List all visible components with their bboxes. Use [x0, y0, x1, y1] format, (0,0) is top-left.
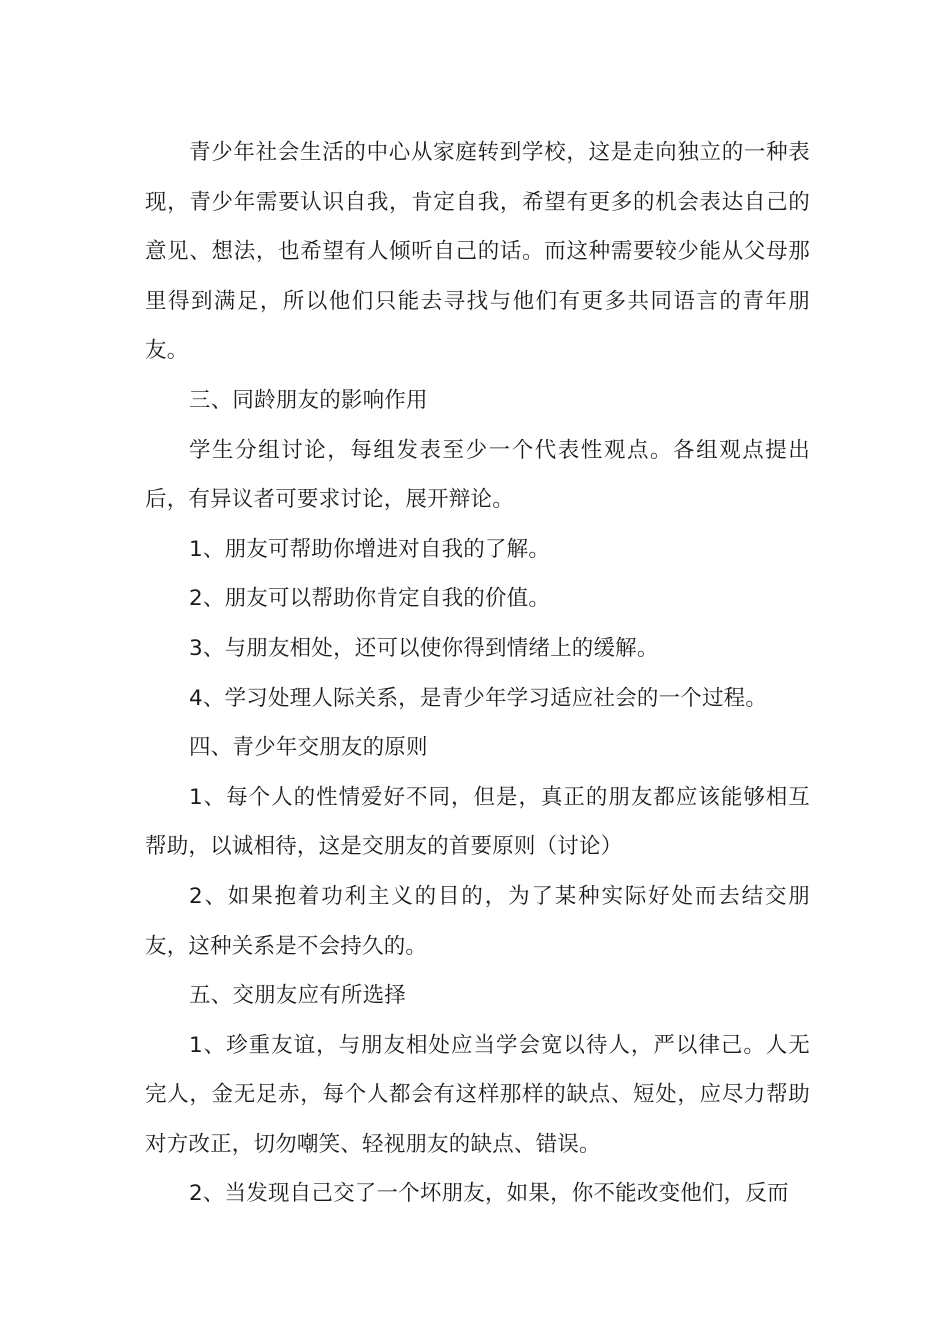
- list-item-4: 4、学习处理人际关系，是青少年学习适应社会的一个过程。: [189, 685, 768, 711]
- list-item-3: 3、与朋友相处，还可以使你得到情绪上的缓解。: [189, 635, 659, 661]
- paragraph-discussion: 学生分组讨论，每组发表至少一个代表性观点。各组观点提出后，有异议者可要求讨论，展开辩论。: [145, 437, 810, 513]
- section-heading-3: 三、同龄朋友的影响作用: [189, 387, 428, 413]
- list-item-2: 2、朋友可以帮助你肯定自我的价值。: [189, 586, 551, 612]
- list-item-1: 1、朋友可帮助你增进对自我的了解。: [189, 536, 551, 562]
- document-body: [145, 128, 810, 1219]
- section-heading-4: 四、青少年交朋友的原则: [189, 735, 428, 761]
- paragraph-intro: 青少年社会生活的中心从家庭转到学校，这是走向独立的一种表现，青少年需要认识自我，肯定自我，希望有更多的机会表达自己的意见、想法，也希望有人倾听自己的话。而这种需要较少能从父母那里得到满足，所以他们只能去寻找与他们有更多共同语言的青年朋友。: [145, 140, 810, 364]
- principle-item-1: 1、每个人的性情爱好不同，但是，真正的朋友都应该能够相互帮助，以诚相待，这是交朋友的首要原则（讨论）: [145, 784, 810, 860]
- choice-item-1: 1、珍重友谊，与朋友相处应当学会宽以待人，严以律己。人无完人，金无足赤，每个人都会有这样那样的缺点、短处，应尽力帮助对方改正，切勿嘲笑、轻视朋友的缺点、错误。: [145, 1032, 810, 1157]
- choice-item-2: 2、当发现自己交了一个坏朋友，如果，你不能改变他们，反而: [189, 1181, 789, 1207]
- principle-item-2: 2、如果抱着功利主义的目的，为了某种实际好处而去结交朋友，这种关系是不会持久的。: [145, 883, 810, 959]
- section-heading-5: 五、交朋友应有所选择: [189, 983, 407, 1009]
